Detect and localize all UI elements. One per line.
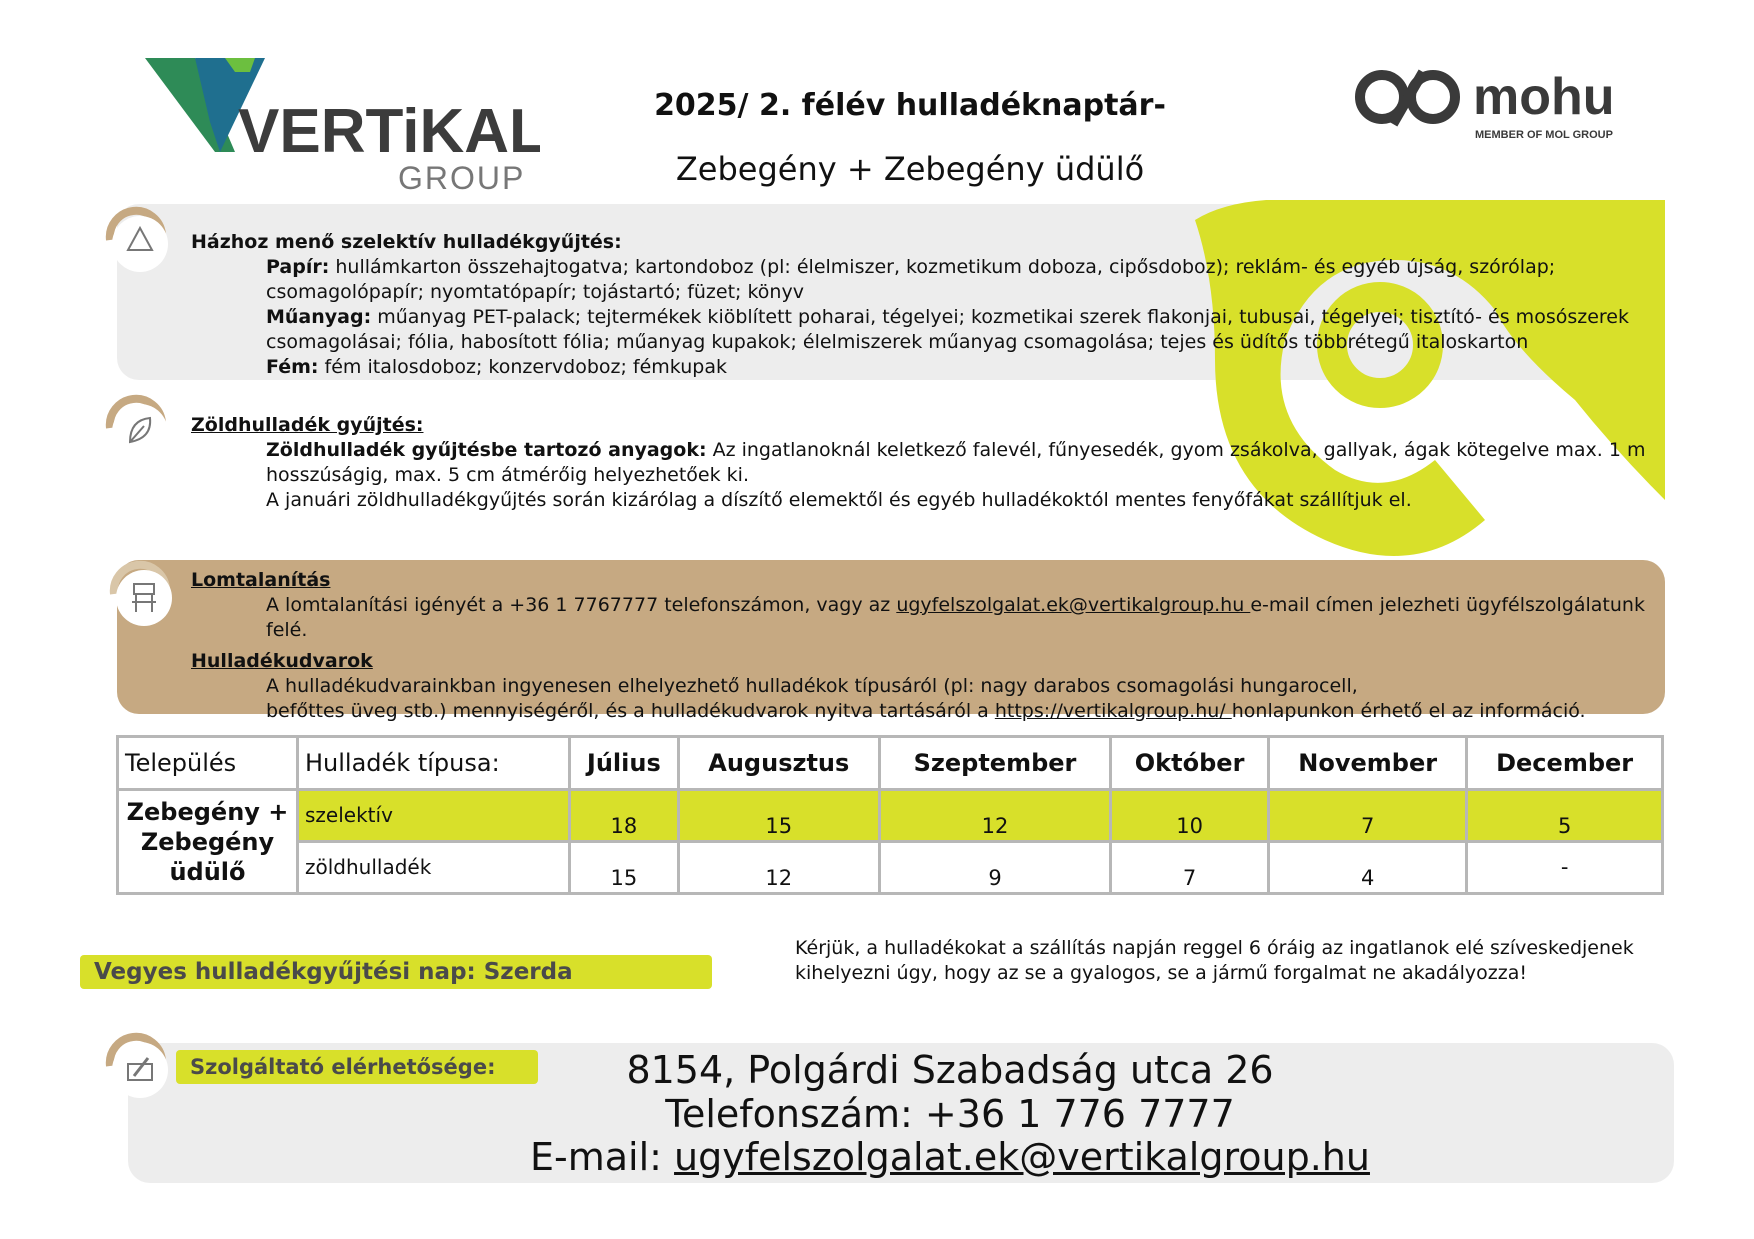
contact-address: 8154, Polgárdi Szabadság utca 26 — [626, 1048, 1274, 1092]
contact-icon — [100, 1030, 172, 1102]
vertikal-logo-sub: GROUP — [398, 160, 526, 196]
date-cell: 10 — [1111, 790, 1269, 842]
paper-text: hullámkarton összehajtogatva; kartondoboz (pl: élelmiszer, kozmetikum doboza, cipősdoboz); reklám- és egyéb újság, szórólap; — [329, 256, 1556, 278]
contact-email-line — [500, 1135, 1400, 1179]
placement-notice — [795, 936, 1695, 986]
green-heading: Zöldhulladék gyűjtés: — [191, 414, 424, 436]
date-cell: 15 — [570, 842, 679, 894]
type-cell: zöldhulladék — [298, 842, 570, 894]
metal-label: Fém: — [266, 356, 319, 378]
settlement-cell: Zebegény + Zebegény üdülő — [118, 790, 298, 894]
green-items-label: Zöldhulladék gyűjtésbe tartozó anyagok: — [266, 439, 707, 461]
date-cell: 7 — [1111, 842, 1269, 894]
recycle-icon — [100, 204, 172, 276]
date-cell: 7 — [1269, 790, 1467, 842]
selective-heading: Házhoz menő szelektív hulladékgyűjtés: — [191, 231, 622, 253]
date-cell: 15 — [678, 790, 879, 842]
page-subtitle: Zebegény + Zebegény üdülő — [675, 150, 1145, 188]
bulky-text-after: e-mail címen jelezheti ügyfélszolgálatunk felé. — [266, 594, 1645, 641]
collection-calendar-table — [116, 735, 1664, 895]
date-cell: - — [1467, 842, 1663, 894]
contact-email-label: E-mail: — [530, 1135, 675, 1179]
leaf-icon — [100, 392, 172, 464]
vertikal-logo — [140, 52, 540, 202]
paper-label: Papír: — [266, 256, 330, 278]
mohu-logo-sub: MEMBER OF MOL GROUP — [1475, 129, 1613, 141]
col-month: Szeptember — [879, 737, 1110, 790]
date-cell: 12 — [879, 790, 1110, 842]
type-cell: szelektív — [298, 790, 570, 842]
date-cell: 5 — [1467, 790, 1663, 842]
yards-text-after: honlapunkon érhető el az információ. — [1231, 700, 1586, 722]
page-title: 2025/ 2. félév hulladéknaptár- — [654, 88, 1166, 123]
col-month: Július — [570, 737, 679, 790]
col-month: November — [1269, 737, 1467, 790]
date-cell: 4 — [1269, 842, 1467, 894]
mixed-waste-day: Vegyes hulladékgyűjtési nap: Szerda — [80, 955, 712, 989]
col-month: Augusztus — [678, 737, 879, 790]
table-header-row — [118, 737, 1663, 790]
yards-heading: Hulladékudvarok — [191, 650, 373, 672]
date-cell: 18 — [570, 790, 679, 842]
vertikal-logo-text: VERTiKAL — [238, 97, 540, 166]
green-january-text: A januári zöldhulladékgyűjtés során kizárólag a díszítő elemektől és egyéb hulladékoktól mentes fenyőfákat szállítjuk el. — [266, 489, 1412, 511]
yards-text-2: befőttes üveg stb.) mennyiségéről, és a hulladékudvarok nyitva tartásáról a — [266, 700, 995, 722]
bulky-heading: Lomtalanítás — [191, 569, 331, 591]
table-row — [118, 842, 1663, 894]
paper-text-2: csomagolópapír; nyomtatópapír; tojástartó; füzet; könyv — [266, 281, 804, 303]
table-row — [118, 790, 1663, 842]
col-month: December — [1467, 737, 1663, 790]
date-cell: 12 — [678, 842, 879, 894]
green-items-text: Az ingatlanoknál keletkező falevél, fűnyesedék, gyom zsákolva, gallyak, ágak kötegelve max. 1 m — [706, 439, 1646, 461]
notice-line-1: Kérjük, a hulladékokat a szállítás napján reggel 6 óráig az ingatlanok elé szíveskedjenek — [795, 937, 1634, 959]
notice-line-2: kihelyezni úgy, hogy az se a gyalogos, se a jármű forgalmat ne akadályozza! — [795, 962, 1527, 984]
col-type: Hulladék típusa: — [298, 737, 570, 790]
metal-text: fém italosdoboz; konzervdoboz; fémkupak — [318, 356, 727, 378]
contact-email-link[interactable]: ugyfelszolgalat.ek@vertikalgroup.hu — [674, 1135, 1370, 1179]
contact-label: Szolgáltató elérhetősége: — [176, 1050, 538, 1084]
mohu-logo-text: mohu — [1473, 68, 1615, 126]
date-cell: 9 — [879, 842, 1110, 894]
bulky-text-before: A lomtalanítási igényét a +36 1 7767777 telefonszámon, vagy az — [266, 594, 897, 616]
bulky-section — [191, 568, 1661, 724]
plastic-label: Műanyag: — [266, 306, 372, 328]
plastic-text: műanyag PET-palack; tejtermékek kiöblített poharai, tégelyei; kozmetikai szerek flakonjai, tubusai, tégelyei; tisztító- és mosószerek — [371, 306, 1629, 328]
contact-phone: Telefonszám: +36 1 776 7777 — [665, 1092, 1235, 1136]
selective-section — [191, 230, 1661, 380]
col-settlement: Település — [118, 737, 298, 790]
bulky-email-link[interactable]: ugyfelszolgalat.ek@vertikalgroup.hu — [896, 594, 1251, 616]
col-month: Október — [1111, 737, 1269, 790]
yards-website-link[interactable]: https://vertikalgroup.hu/ — [994, 700, 1232, 722]
mohu-logo — [1355, 62, 1655, 142]
plastic-text-2: csomagolásai; fólia, habosított fólia; műanyag kupakok; élelmiszerek műanyag csomagolása; tejes és üdítős többrétegű italoskarton — [266, 331, 1529, 353]
green-items-text-2: hosszúságig, max. 5 cm átmérőig helyezhetőek ki. — [266, 464, 749, 486]
chair-icon — [104, 558, 176, 630]
yards-text-1: A hulladékudvarainkban ingyenesen elhelyezhető hulladékok típusáról (pl: nagy darabos csomagolási hungarocell, — [266, 675, 1358, 697]
green-section — [191, 413, 1661, 513]
